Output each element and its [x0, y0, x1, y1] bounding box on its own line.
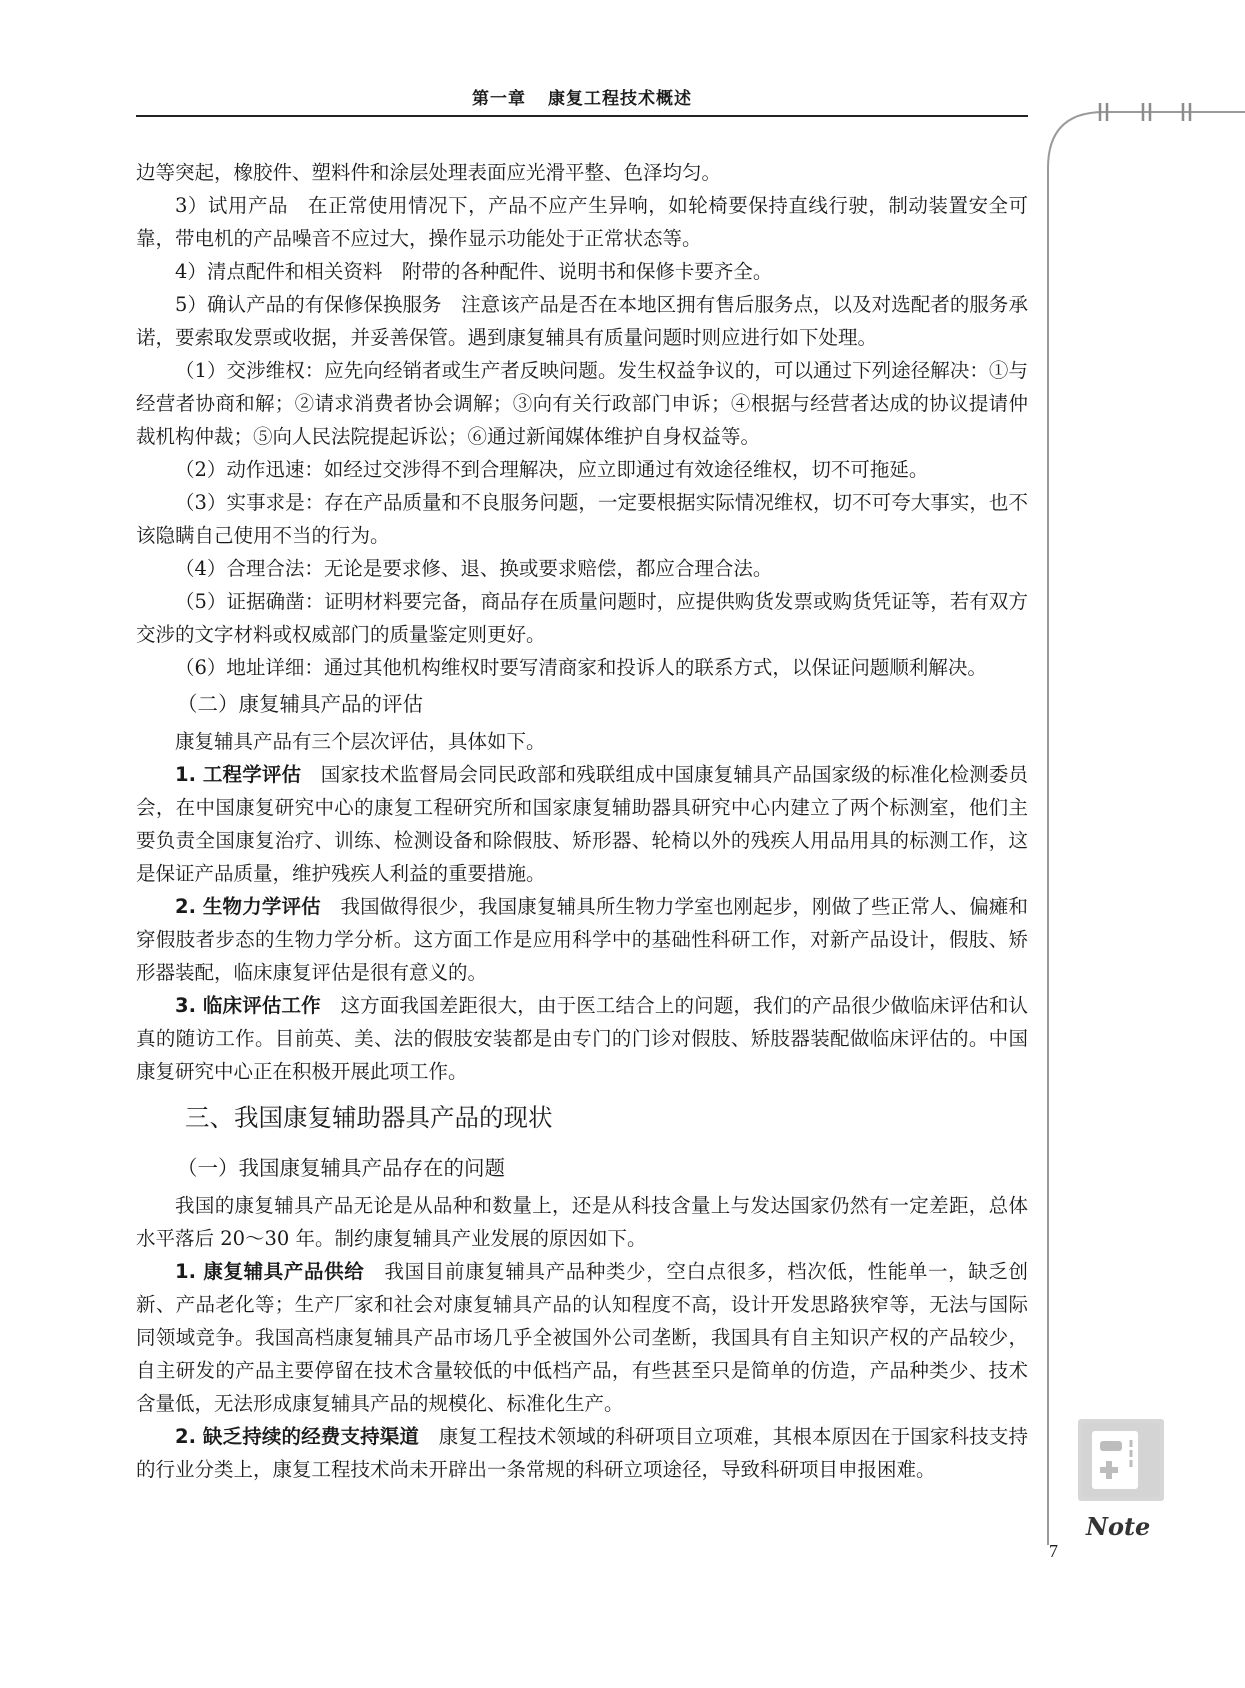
paragraph: （1）交涉维权：应先向经销者或生产者反映问题。发生权益争议的，可以通过下列途径解决：①与经营者协商和解；②请求消费者协会调解；③向有关行政部门申诉；④根据与经营者达成的协议提请仲裁机构仲裁；⑤向人民法院提起诉讼；⑥通过新闻媒体维护自身权益等。 [136, 359, 1028, 448]
paragraph: 3）试用产品 在正常使用情况下，产品不应产生异响，如轮椅要保持直线行驶，制动装置安全可靠，带电机的产品噪音不应过大，操作显示功能处于正常状态等。 [136, 194, 1028, 250]
paragraph: 康复辅具产品有三个层次评估，具体如下。 [175, 730, 546, 753]
note-icon [1078, 1419, 1164, 1501]
item-label: 2. 缺乏持续的经费支持渠道 [175, 1425, 420, 1448]
margin-border-line [1048, 112, 1245, 1545]
paragraph [136, 758, 1028, 890]
paragraph: 边等突起，橡胶件、塑料件和涂层处理表面应光滑平整、色泽均匀。 [136, 161, 722, 184]
subsection-heading: （二）康复辅具产品的评估 [177, 692, 423, 716]
header-chapter: 第一章 [472, 89, 526, 109]
page-number: 7 [1049, 1541, 1058, 1561]
paragraph: 5）确认产品的有保修保换服务 注意该产品是否在本地区拥有售后服务点，以及对选配者的服务承诺，要索取发票或收据，并妥善保管。遇到康复辅具有质量问题时则应进行如下处理。 [136, 293, 1028, 349]
item-label: 1. 工程学评估 [175, 763, 302, 786]
paragraph [136, 1255, 1028, 1420]
paragraph: （3）实事求是：存在产品质量和不良服务问题，一定要根据实际情况维权，切不可夸大事实，也不该隐瞒自己使用不当的行为。 [136, 491, 1028, 547]
paragraph [136, 989, 1028, 1088]
note-label: Note [1086, 1512, 1151, 1541]
paragraph: （6）地址详细：通过其他机构维权时要写清商家和投诉人的联系方式，以保证问题顺利解决。 [175, 656, 987, 679]
section-heading: 三、我国康复辅助器具产品的现状 [185, 1103, 553, 1132]
item-text: 这方面我国差距很大，由于医工结合上的问题，我们的产品很少做临床评估和认真的随访工作。目前英、美、法的假肢安装都是由专门的门诊对假肢、矫肢器装配做临床评估的。中国康复研究中心正在积极开展此项工作。 [136, 994, 1028, 1083]
item-text: 康复工程技术领域的科研项目立项难，其根本原因在于国家科技支持的行业分类上，康复工程技术尚未开辟出一条常规的科研立项途径，导致科研项目申报困难。 [136, 1425, 1028, 1481]
item-text: 国家技术监督局会同民政部和残联组成中国康复辅具产品国家级的标准化检测委员会，在中国康复研究中心的康复工程研究所和国家康复辅助器具研究中心内建立了两个标测室，他们主要负责全国康复治疗、训练、检测设备和除假肢、矫形器、轮椅以外的残疾人用品用具的标测工作，这是保证产品质量，维护残疾人利益的重要措施。 [136, 763, 1028, 885]
item-text: 我国做得很少，我国康复辅具所生物力学室也刚起步，刚做了些正常人、偏瘫和穿假肢者步态的生物力学分析。这方面工作是应用科学中的基础性科研工作，对新产品设计，假肢、矫形器装配，临床康复评估是很有意义的。 [136, 895, 1028, 984]
paragraph [136, 1420, 1028, 1486]
paragraph: 我国的康复辅具产品无论是从品种和数量上，还是从科技含量上与发达国家仍然有一定差距，总体水平落后 20～30 年。制约康复辅具产业发展的原因如下。 [136, 1194, 1028, 1250]
paragraph: （4）合理合法：无论是要求修、退、换或要求赔偿，都应合理合法。 [175, 557, 773, 580]
paragraph: 4）清点配件和相关资料 附带的各种配件、说明书和保修卡要齐全。 [175, 260, 773, 283]
item-label: 1. 康复辅具产品供给 [175, 1260, 365, 1283]
item-label: 3. 临床评估工作 [175, 994, 321, 1017]
paragraph: （5）证据确凿：证明材料要完备，商品存在质量问题时，应提供购货发票或购货凭证等，若有双方交涉的文字材料或权威部门的质量鉴定则更好。 [136, 590, 1028, 646]
paragraph [136, 890, 1028, 989]
item-text: 我国目前康复辅具产品种类少，空白点很多，档次低，性能单一，缺乏创新、产品老化等；生产厂家和社会对康复辅具产品的认知程度不高，设计开发思路狭窄等，无法与国际同领域竞争。我国高档康复辅具产品市场几乎全被国外公司垄断，我国具有自主知识产权的产品较少，自主研发的产品主要停留在技术含量较低的中低档产品，有些甚至只是简单的仿造，产品种类少、技术含量低，无法形成康复辅具产品的规模化、标准化生产。 [136, 1260, 1028, 1415]
subsection-heading: （一）我国康复辅具产品存在的问题 [177, 1156, 505, 1180]
page-body [136, 156, 1028, 1486]
header-title: 康复工程技术概述 [548, 89, 692, 109]
paragraph: （2）动作迅速：如经过交涉得不到合理解决，应立即通过有效途径维权，切不可拖延。 [175, 458, 929, 481]
item-label: 2. 生物力学评估 [175, 895, 321, 918]
